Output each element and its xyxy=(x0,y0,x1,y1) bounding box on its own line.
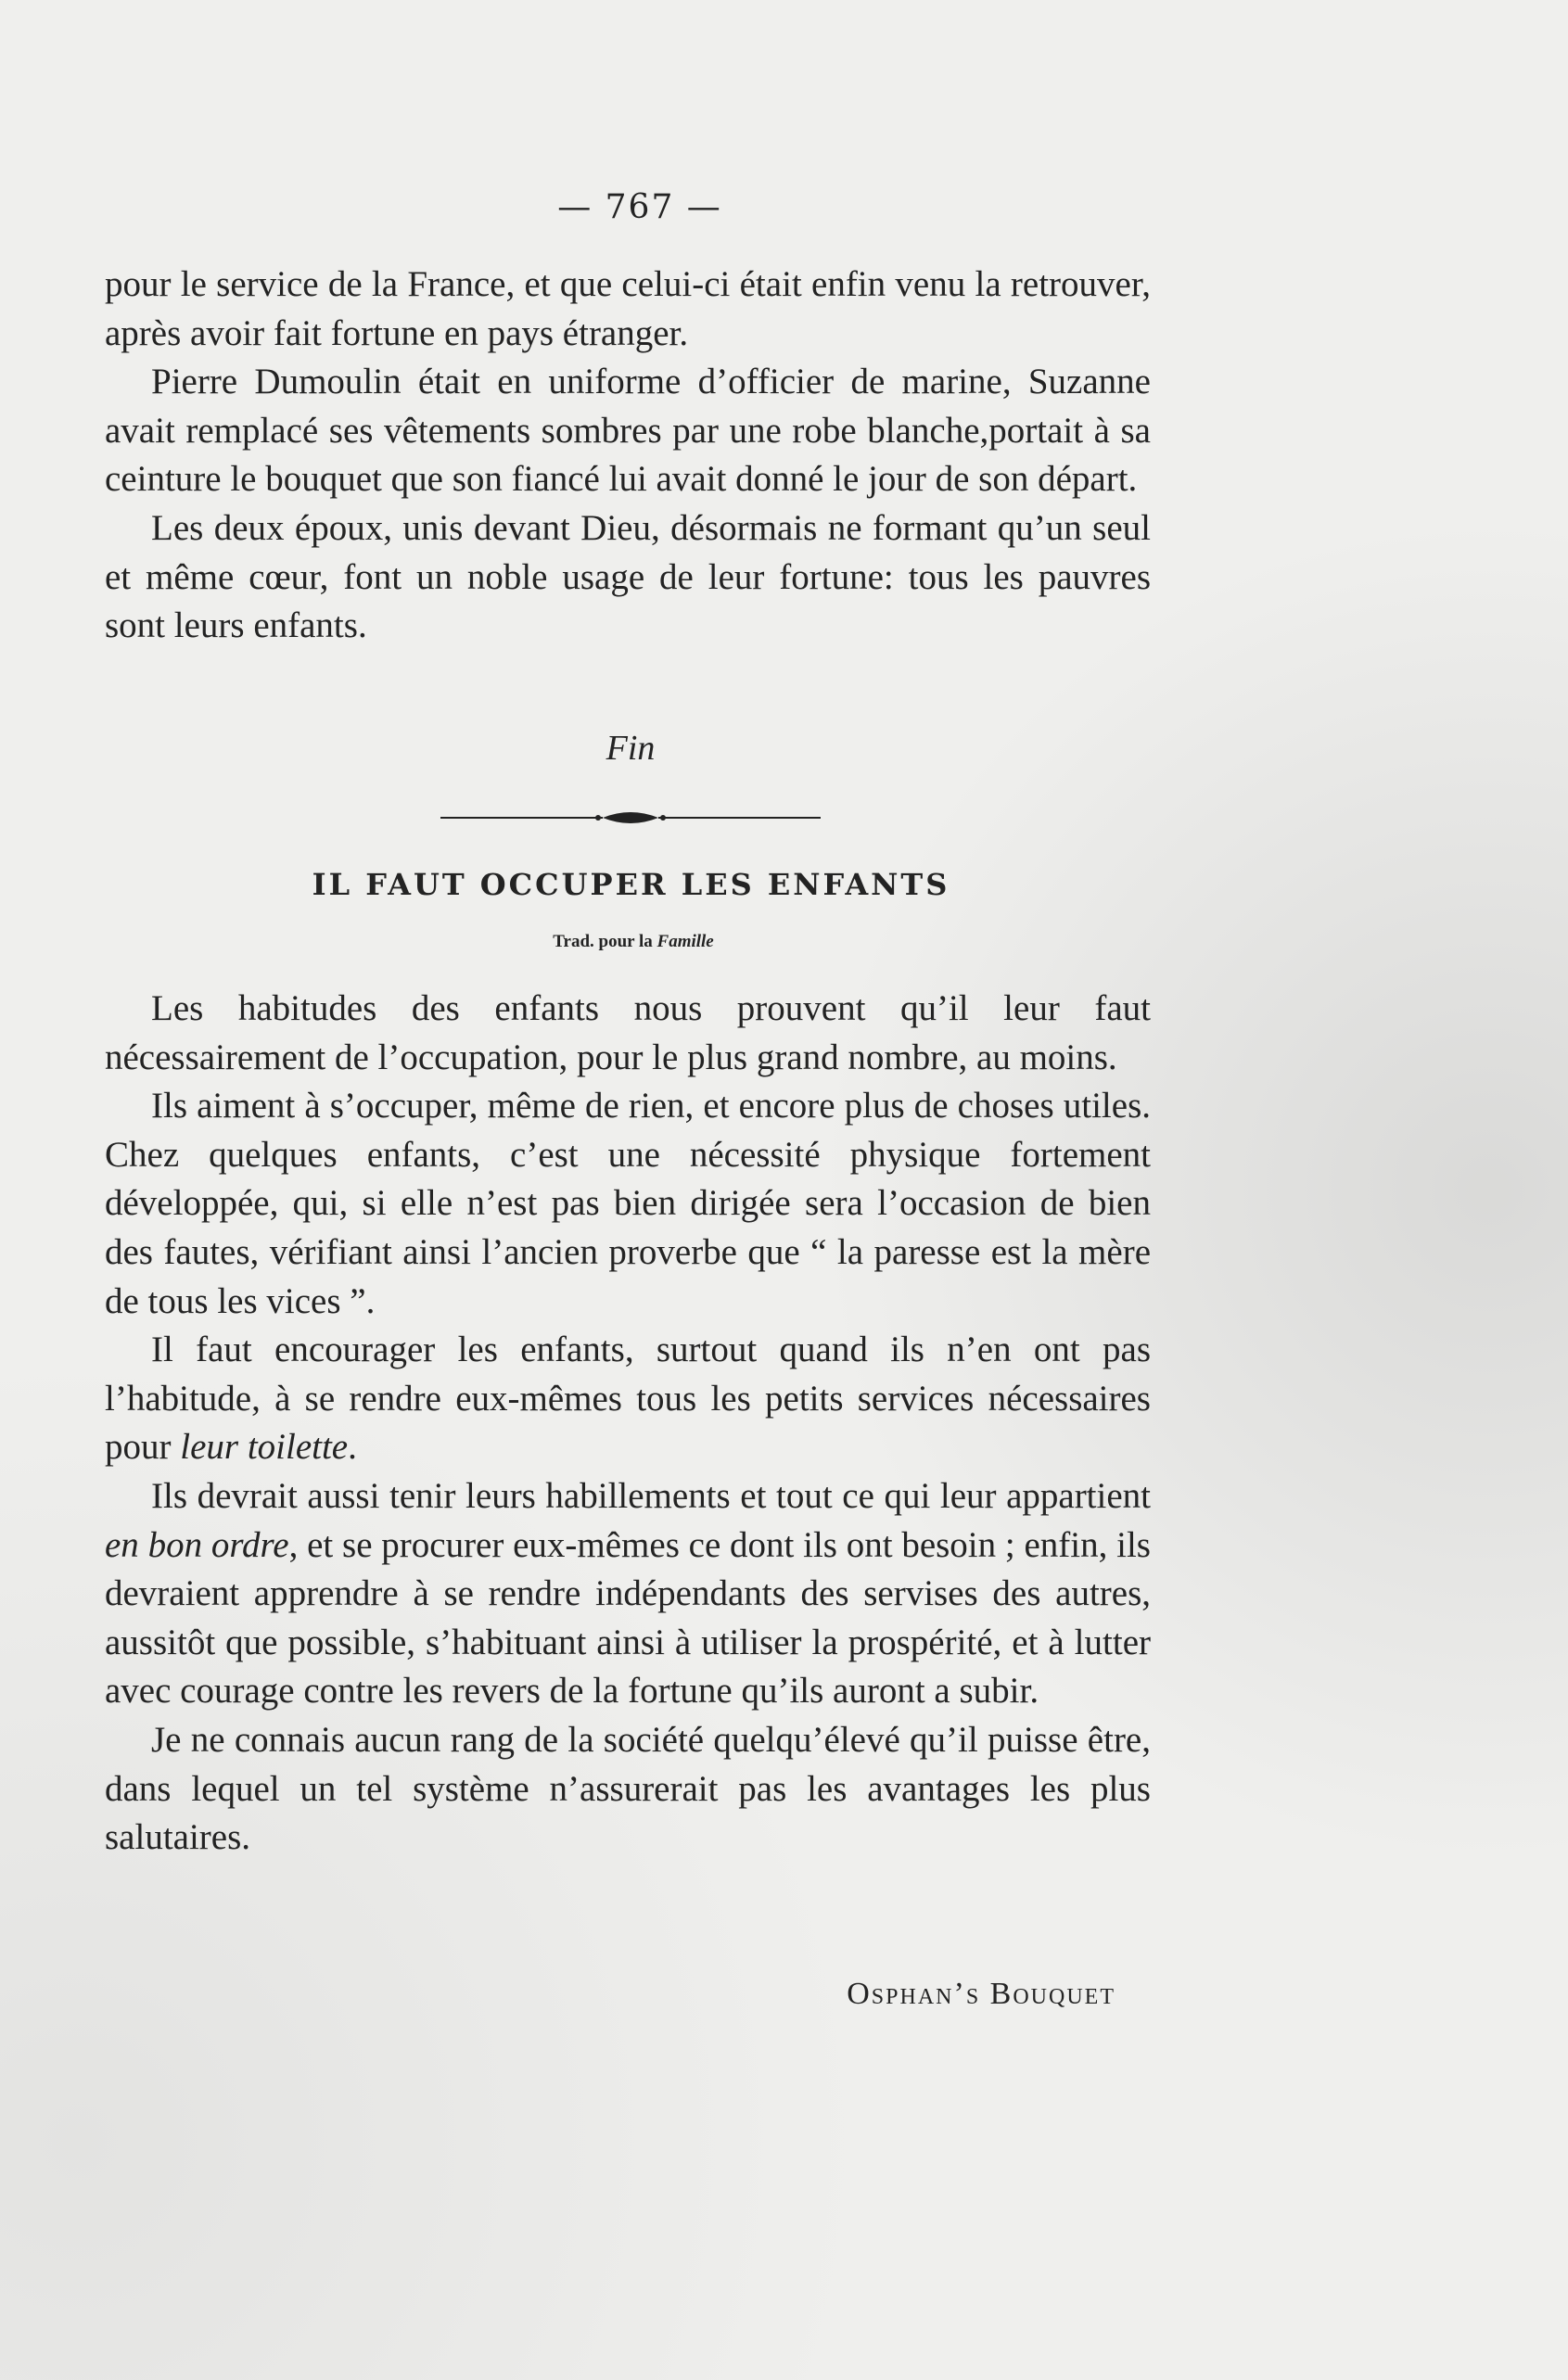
text-run: Les habitudes des enfants nous prouvent qu’il leur faut nécessairement de l’occupation, pour le plus grand nombre, au moins. xyxy=(105,988,1151,1077)
paragraph: Pierre Dumoulin était en uniforme d’officier de marine, Suzanne avait remplacé ses vêtements sombres par une robe blanche,portait à sa ceinture le bouquet que son fiancé lui avait donné le jour de son départ. xyxy=(105,362,1151,500)
paragraph xyxy=(105,1082,1151,1326)
text-run: Ils devrait aussi tenir leurs habillements et tout ce qui leur appartient xyxy=(151,1475,1151,1516)
paragraph: pour le service de la France, et que celui-ci était enfin venu la retrouver, après avoir fait fortune en pays étranger. xyxy=(105,264,1151,353)
paragraph xyxy=(105,1716,1151,1863)
fin-label: Fin xyxy=(606,729,656,768)
paragraph xyxy=(105,1326,1151,1472)
page-number: — 767 — xyxy=(557,188,722,226)
italic-text: leur toilette xyxy=(180,1427,349,1468)
article-title: IL FAUT OCCUPER LES ENFANTS xyxy=(312,867,950,902)
paragraph xyxy=(105,1472,1151,1716)
article-subtitle: Trad. pour la Famille xyxy=(553,932,714,951)
story-ending xyxy=(105,261,1151,651)
text-run: , et se procurer eux-mêmes ce dont ils ont besoin ; enfin, ils devraient apprendre à se rendre indépendants des servises des autres, aussitôt que possible, s’habituant ainsi à utiliser la prospérité, et à lutter avec courage contre les revers de la fortune qu’ils auront a subir. xyxy=(105,1524,1151,1712)
author-signature: Osphan’s Bouquet xyxy=(847,1977,1115,2011)
text-run: Je ne connais aucun rang de la société quelqu’élevé qu’il puisse être, dans lequel un tel système n’assurerait pas les avantages les plus salutaires. xyxy=(105,1719,1151,1858)
italic-text: en bon ordre xyxy=(105,1524,289,1565)
text-run: Il faut encourager les enfants, surtout quand ils n’en ont pas l’habitude, à se rendre eux-mêmes tous les petits services nécessaires pour xyxy=(105,1330,1151,1468)
article-body xyxy=(105,985,1151,1863)
ornament-divider xyxy=(440,807,821,829)
paragraph: Les deux époux, unis devant Dieu, désormais ne formant qu’un seul et même cœur, font un noble usage de leur fortune: tous les pauvres sont leurs enfants. xyxy=(105,507,1151,646)
text-run: Ils aiment à s’occuper, même de rien, et encore plus de choses utiles. Chez quelques enfants, c’est une nécessité physique fortement développée, qui, si elle n’est pas bien dirigée sera l’occasion de bien des fautes, vérifiant ainsi l’ancien proverbe que “ la paresse est la mère de tous les vices ”. xyxy=(105,1086,1151,1321)
paragraph xyxy=(105,985,1151,1082)
text-run: . xyxy=(348,1427,357,1468)
